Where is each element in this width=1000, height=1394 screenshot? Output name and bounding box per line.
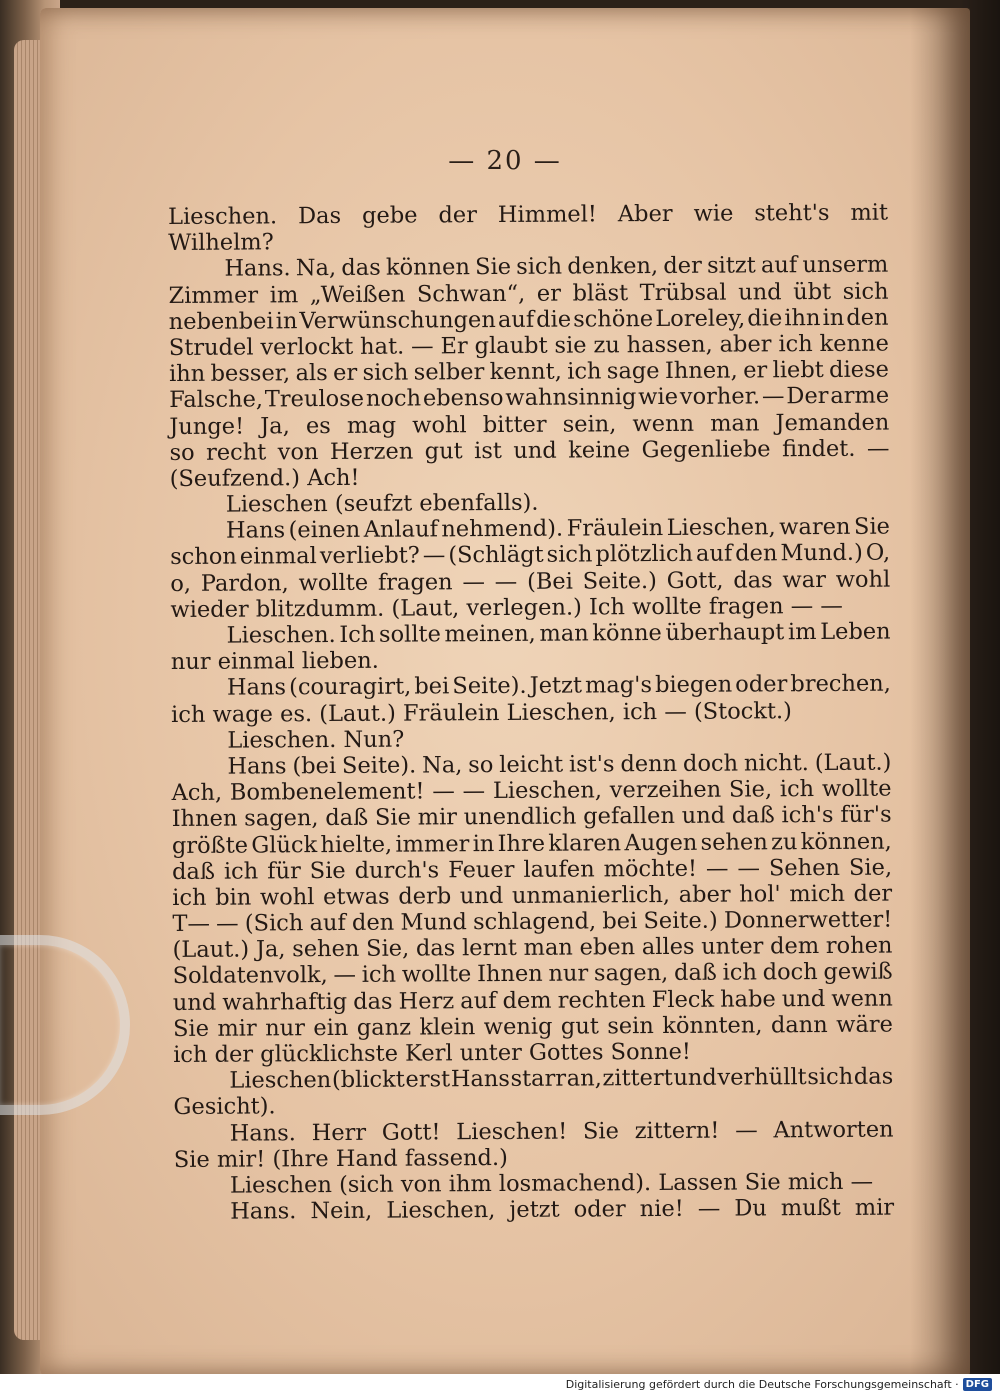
text-line: Ihnen sagen, daß Sie mir unendlich gefallen und daß ich's für's [171, 801, 892, 833]
text-line: T— — (Sich auf den Mund schlagend, bei Seite.) Donnerwetter! [172, 906, 893, 938]
text-line: so recht von Herzen gut ist und keine Gegenliebe findet. — [169, 435, 890, 466]
text-line: (Laut.) Ja, sehen Sie, das lernt man eben alles unter dem rohen [172, 932, 893, 964]
spine-shadow [910, 8, 970, 1376]
footer-text: Digitalisierung gefördert durch die Deutsche Forschungsgemeinschaft · [565, 1377, 959, 1391]
page-number: — 20 — [448, 146, 562, 176]
text-line: Hans (einen Anlauf nehmend). Fräulein Lieschen, waren Sie [225, 513, 891, 544]
page-text [168, 200, 894, 1226]
footer-credit [0, 1374, 1000, 1394]
text-line: Lieschen. Das gebe der Himmel! Aber wie steht's mit [168, 199, 889, 230]
text-line: Sie mir nur ein ganz klein wenig gut sein könnten, dann wäre [172, 1011, 894, 1042]
text-line: Lieschen (blickt erst Hans starr an, zittert und verhüllt sich das [229, 1063, 894, 1094]
text-line: Lieschen. Nun? [227, 726, 405, 754]
text-line: Strudel verlockt hat. — Er glaubt sie zu hassen, aber ich kenne [168, 330, 889, 361]
text-line: Hans. Nein, Lieschen, jetzt oder nie! — Du mußt mir [230, 1194, 895, 1225]
text-line: Soldatenvolk, — ich wollte Ihnen nur sagen, daß ich doch gewiß [172, 959, 893, 990]
text-line: Ach, Bombenelement! — — Lieschen, verzeihen Sie, ich wollte [171, 775, 892, 807]
text-line: Lieschen. Ich sollte meinen, man könne überhaupt im Leben [226, 618, 891, 649]
text-line: Sie mir! (Ihre Hand fassend.) [173, 1144, 508, 1173]
text-line: o, Pardon, wollte fragen — — (Bei Seite.) Gott, das war wohl [170, 566, 891, 597]
text-line: ich wage es. (Laut.) Fräulein Lieschen, ich — (Stockt.) [171, 697, 792, 728]
book-page [40, 8, 970, 1376]
text-line: Wilhelm? [168, 229, 274, 257]
text-line: Zimmer im „Weißen Schwan“, er bläst Trübsal und übt sich [168, 278, 889, 309]
text-line: wieder blitzdumm. (Laut, verlegen.) Ich wollte fragen — — [170, 592, 843, 623]
text-line: ich bin wohl etwas derb und unmanierlich, aber hol' mich der [172, 880, 893, 911]
text-line: Hans. Na, das können Sie sich denken, der sitzt auf unserm [224, 251, 889, 283]
text-line: Gesicht). [173, 1093, 276, 1121]
text-line: Hans (bei Seite). Na, so leicht ist's denn doch nicht. (Laut.) [227, 749, 892, 780]
text-line: größte Glück hielte, immer in Ihre klaren Augen sehen zu können, [171, 828, 892, 859]
text-line: (Seufzend.) Ach! [169, 464, 360, 492]
text-line: nebenbei in Verwünschungen auf die schöne Loreley, die ihn in den [168, 304, 889, 335]
text-line: nur einmal lieben. [170, 647, 379, 676]
text-line: Falsche, Treulose noch ebenso wahnsinnig wie vorher. — Der arme [169, 382, 890, 414]
text-line: ihn besser, als er sich selber kennt, ich sage Ihnen, er liebt diese [168, 356, 889, 388]
text-line: Lieschen (sich von ihm losmachend). Lassen Sie mich — [229, 1168, 874, 1199]
text-line: daß ich für Sie durch's Feuer laufen möchte! — — Sehen Sie, [171, 854, 893, 885]
text-line: Junge! Ja, es mag wohl bitter sein, wenn man Jemanden [169, 409, 890, 440]
text-line: ich der glücklichste Kerl unter Gottes Sonne! [173, 1038, 692, 1068]
text-line: und wahrhaftig das Herz auf dem rechten Fleck habe und wenn [172, 985, 893, 1016]
text-line: Lieschen (seufzt ebenfalls). [225, 489, 539, 518]
text-line: schon einmal verliebt? — (Schlägt sich plötzlich auf den Mund.) O, [170, 540, 891, 571]
text-line: Hans. Herr Gott! Lieschen! Sie zittern! — Antworten [229, 1116, 894, 1147]
dfg-logo: DFG [963, 1378, 992, 1391]
text-line: Hans (couragirt, bei Seite). Jetzt mag's biegen oder brechen, [226, 670, 891, 702]
